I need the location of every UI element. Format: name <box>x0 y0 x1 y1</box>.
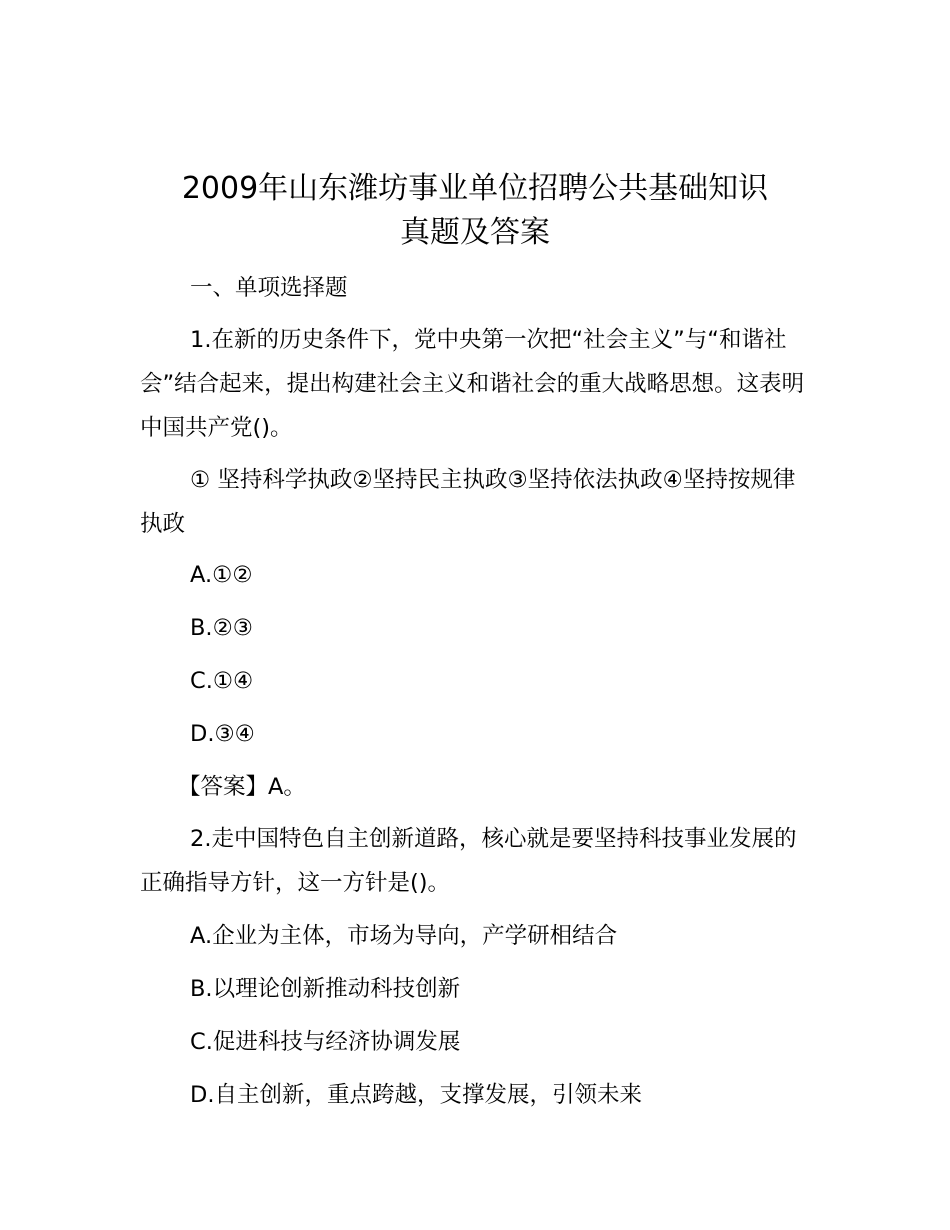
question-2-option-d: D.自主创新，重点跨越，支撑发展，引领未来 <box>190 1082 642 1108</box>
section-heading: 一、单项选择题 <box>190 275 348 301</box>
document-title-line-1: 2009年山东潍坊事业单位招聘公共基础知识 <box>181 171 769 206</box>
question-1-answer: 【答案】A。 <box>178 774 306 800</box>
question-1-items: ① 坚持科学执政②坚持民主执政③坚持依法执政④坚持按规律执政 <box>140 467 796 537</box>
question-2-option-c: C.促进科技与经济协调发展 <box>190 1029 461 1055</box>
question-2-option-a: A.企业为主体，市场为导向，产学研相结合 <box>190 923 618 949</box>
question-2-stem: 2.走中国特色自主创新道路，核心就是要坚持科技事业发展的正确指导方针，这一方针是()。 <box>140 826 797 896</box>
question-1-stem: 1.在新的历史条件下，党中央第一次把“社会主义”与“和谐社会”结合起来，提出构建社会主义和谐社会的重大战略思想。这表明中国共产党()。 <box>140 327 805 441</box>
document-title-line-2: 真题及答案 <box>400 215 550 250</box>
question-1-option-c: C.①④ <box>190 668 254 694</box>
question-1-option-d: D.③④ <box>190 721 255 747</box>
question-1-option-b: B.②③ <box>190 615 253 641</box>
question-1-option-a: A.①② <box>190 562 253 588</box>
question-2-option-b: B.以理论创新推动科技创新 <box>190 976 461 1002</box>
